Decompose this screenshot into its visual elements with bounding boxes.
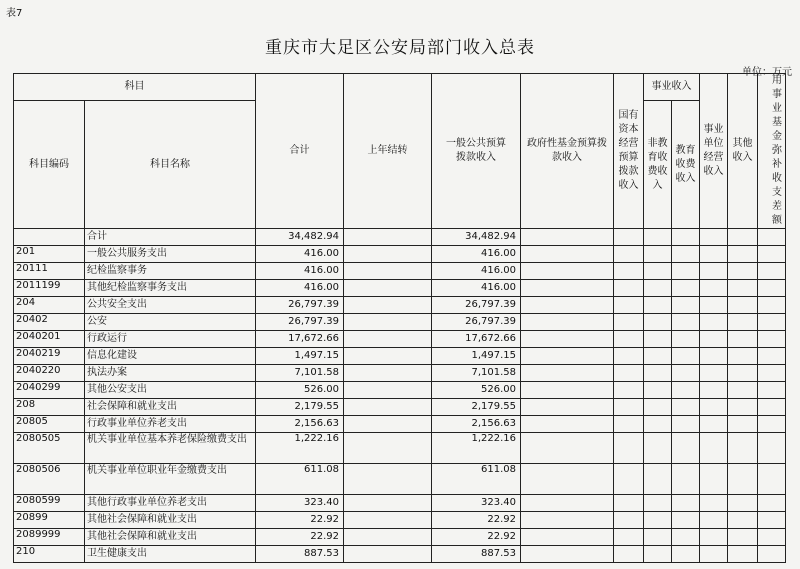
- row-state-capital: [614, 399, 644, 416]
- row-supplement: [758, 297, 786, 314]
- row-carryover: [344, 464, 432, 495]
- row-state-capital: [614, 495, 644, 512]
- row-name: 执法办案: [85, 365, 256, 382]
- row-state-capital: [614, 529, 644, 546]
- row-edu: [672, 263, 700, 280]
- row-name: 其他纪检监察事务支出: [85, 280, 256, 297]
- row-state-capital: [614, 331, 644, 348]
- row-carryover: [344, 529, 432, 546]
- row-carryover: [344, 246, 432, 263]
- unit-label: 单位：万元: [742, 67, 792, 78]
- row-name: 信息化建设: [85, 348, 256, 365]
- table-row: [14, 263, 800, 280]
- row-name: 其他行政事业单位养老支出: [85, 495, 256, 512]
- table-body: [14, 229, 800, 563]
- row-non-edu: [644, 382, 672, 399]
- row-supplement: [758, 382, 786, 399]
- row-edu: [672, 416, 700, 433]
- row-carryover: [344, 280, 432, 297]
- row-other: [728, 464, 758, 495]
- row-gov-fund: [521, 331, 614, 348]
- row-total: 887.53: [256, 546, 344, 563]
- row-code: 2040299: [14, 382, 85, 399]
- row-unit-operating: [700, 382, 728, 399]
- table-row: [14, 382, 800, 399]
- row-unit-operating: [700, 529, 728, 546]
- row-general-budget: 1,222.16: [432, 433, 521, 464]
- row-edu: [672, 433, 700, 464]
- revenue-table: [13, 73, 800, 563]
- row-code: 2080505: [14, 433, 85, 464]
- header-unit-operating: 事业单位经营收入: [700, 74, 728, 229]
- row-edu: [672, 280, 700, 297]
- row-code: [14, 229, 85, 246]
- row-carryover: [344, 348, 432, 365]
- row-name: 公共安全支出: [85, 297, 256, 314]
- row-non-edu: [644, 433, 672, 464]
- row-name: 其他社会保障和就业支出: [85, 512, 256, 529]
- row-code: 2040219: [14, 348, 85, 365]
- row-state-capital: [614, 348, 644, 365]
- row-gov-fund: [521, 365, 614, 382]
- row-other: [728, 512, 758, 529]
- row-supplement: [758, 331, 786, 348]
- header-non-edu: 非教育收费收入: [644, 101, 672, 229]
- row-supplement: [758, 348, 786, 365]
- table-row: [14, 348, 800, 365]
- row-state-capital: [614, 546, 644, 563]
- header-subject: 科目: [14, 74, 256, 101]
- row-code: 204: [14, 297, 85, 314]
- row-general-budget: 526.00: [432, 382, 521, 399]
- row-other: [728, 433, 758, 464]
- row-supplement: [758, 229, 786, 246]
- row-non-edu: [644, 399, 672, 416]
- row-total: 22.92: [256, 529, 344, 546]
- row-general-budget: 2,179.55: [432, 399, 521, 416]
- row-unit-operating: [700, 280, 728, 297]
- row-unit-operating: [700, 229, 728, 246]
- row-name: 其他社会保障和就业支出: [85, 529, 256, 546]
- row-gov-fund: [521, 280, 614, 297]
- row-gov-fund: [521, 546, 614, 563]
- row-general-budget: 416.00: [432, 246, 521, 263]
- row-total: 26,797.39: [256, 297, 344, 314]
- row-edu: [672, 529, 700, 546]
- row-gov-fund: [521, 314, 614, 331]
- row-total: 2,156.63: [256, 416, 344, 433]
- row-general-budget: 323.40: [432, 495, 521, 512]
- row-supplement: [758, 280, 786, 297]
- row-edu: [672, 314, 700, 331]
- row-general-budget: 22.92: [432, 529, 521, 546]
- row-state-capital: [614, 365, 644, 382]
- row-unit-operating: [700, 331, 728, 348]
- row-non-edu: [644, 331, 672, 348]
- row-general-budget: 1,497.15: [432, 348, 521, 365]
- table-row: [14, 512, 800, 529]
- row-gov-fund: [521, 529, 614, 546]
- row-gov-fund: [521, 433, 614, 464]
- row-gov-fund: [521, 229, 614, 246]
- row-general-budget: 611.08: [432, 464, 521, 495]
- row-supplement: [758, 464, 786, 495]
- row-other: [728, 529, 758, 546]
- row-name: 行政运行: [85, 331, 256, 348]
- row-other: [728, 365, 758, 382]
- row-name: 机关事业单位职业年金缴费支出: [85, 464, 256, 495]
- row-non-edu: [644, 314, 672, 331]
- row-total: 323.40: [256, 495, 344, 512]
- row-state-capital: [614, 246, 644, 263]
- row-name: 机关事业单位基本养老保险缴费支出: [85, 433, 256, 464]
- table-row: [14, 314, 800, 331]
- row-edu: [672, 495, 700, 512]
- row-supplement: [758, 433, 786, 464]
- row-non-edu: [644, 365, 672, 382]
- row-state-capital: [614, 433, 644, 464]
- row-supplement: [758, 512, 786, 529]
- row-other: [728, 314, 758, 331]
- row-code: 201: [14, 246, 85, 263]
- row-other: [728, 495, 758, 512]
- row-edu: [672, 331, 700, 348]
- row-edu: [672, 297, 700, 314]
- row-edu: [672, 382, 700, 399]
- row-carryover: [344, 314, 432, 331]
- row-general-budget: 7,101.58: [432, 365, 521, 382]
- row-total: 22.92: [256, 512, 344, 529]
- row-other: [728, 263, 758, 280]
- row-unit-operating: [700, 263, 728, 280]
- row-state-capital: [614, 512, 644, 529]
- row-total: 2,179.55: [256, 399, 344, 416]
- row-supplement: [758, 495, 786, 512]
- row-supplement: [758, 416, 786, 433]
- row-carryover: [344, 331, 432, 348]
- header-gov-fund: 政府性基金预算拨款收入: [521, 74, 614, 229]
- row-state-capital: [614, 464, 644, 495]
- row-gov-fund: [521, 348, 614, 365]
- row-edu: [672, 512, 700, 529]
- table-row: [14, 297, 800, 314]
- table-row: [14, 280, 800, 297]
- table-row: [14, 433, 800, 464]
- header-name: 科目名称: [85, 101, 256, 229]
- row-total: 416.00: [256, 263, 344, 280]
- header-state-capital: 国有资本经营预算拨款收入: [614, 74, 644, 229]
- row-carryover: [344, 433, 432, 464]
- row-code: 2080599: [14, 495, 85, 512]
- page-title: 重庆市大足区公安局部门收入总表: [265, 38, 535, 58]
- row-state-capital: [614, 280, 644, 297]
- row-name: 卫生健康支出: [85, 546, 256, 563]
- row-gov-fund: [521, 495, 614, 512]
- header-general-budget: 一般公共预算拨款收入: [432, 74, 521, 229]
- row-carryover: [344, 546, 432, 563]
- row-general-budget: 34,482.94: [432, 229, 521, 246]
- header-total: 合计: [256, 74, 344, 229]
- row-edu: [672, 399, 700, 416]
- row-other: [728, 246, 758, 263]
- row-unit-operating: [700, 464, 728, 495]
- row-other: [728, 280, 758, 297]
- row-state-capital: [614, 263, 644, 280]
- row-gov-fund: [521, 382, 614, 399]
- row-total: 34,482.94: [256, 229, 344, 246]
- row-unit-operating: [700, 246, 728, 263]
- row-non-edu: [644, 297, 672, 314]
- table-row: [14, 399, 800, 416]
- table-number: 表7: [6, 8, 23, 19]
- row-general-budget: 416.00: [432, 280, 521, 297]
- header-code: 科目编码: [14, 101, 85, 229]
- header-business-income: 事业收入: [644, 74, 700, 101]
- row-non-edu: [644, 348, 672, 365]
- row-gov-fund: [521, 263, 614, 280]
- row-code: 2040220: [14, 365, 85, 382]
- row-supplement: [758, 529, 786, 546]
- row-other: [728, 399, 758, 416]
- row-other: [728, 331, 758, 348]
- row-name: 公安: [85, 314, 256, 331]
- row-total: 1,222.16: [256, 433, 344, 464]
- row-non-edu: [644, 280, 672, 297]
- row-edu: [672, 464, 700, 495]
- row-unit-operating: [700, 495, 728, 512]
- row-carryover: [344, 297, 432, 314]
- row-code: 2011199: [14, 280, 85, 297]
- row-edu: [672, 546, 700, 563]
- row-gov-fund: [521, 416, 614, 433]
- row-other: [728, 382, 758, 399]
- row-other: [728, 348, 758, 365]
- row-unit-operating: [700, 433, 728, 464]
- table-header: [14, 74, 800, 229]
- row-unit-operating: [700, 348, 728, 365]
- table-row: [14, 331, 800, 348]
- table-row: [14, 464, 800, 495]
- row-other: [728, 416, 758, 433]
- row-state-capital: [614, 297, 644, 314]
- row-code: 20899: [14, 512, 85, 529]
- row-unit-operating: [700, 416, 728, 433]
- row-non-edu: [644, 495, 672, 512]
- row-other: [728, 229, 758, 246]
- row-unit-operating: [700, 512, 728, 529]
- row-carryover: [344, 229, 432, 246]
- row-gov-fund: [521, 399, 614, 416]
- row-edu: [672, 348, 700, 365]
- row-supplement: [758, 399, 786, 416]
- table-row: [14, 529, 800, 546]
- row-total: 7,101.58: [256, 365, 344, 382]
- row-unit-operating: [700, 365, 728, 382]
- row-gov-fund: [521, 464, 614, 495]
- row-unit-operating: [700, 399, 728, 416]
- table-row: [14, 495, 800, 512]
- row-carryover: [344, 512, 432, 529]
- row-non-edu: [644, 529, 672, 546]
- row-name: 合计: [85, 229, 256, 246]
- header-other: 其他收入: [728, 74, 758, 229]
- table-row: [14, 546, 800, 563]
- row-code: 2080506: [14, 464, 85, 495]
- table-row: [14, 416, 800, 433]
- row-supplement: [758, 246, 786, 263]
- row-code: 2089999: [14, 529, 85, 546]
- row-gov-fund: [521, 246, 614, 263]
- row-total: 526.00: [256, 382, 344, 399]
- row-general-budget: 2,156.63: [432, 416, 521, 433]
- row-name: 纪检监察事务: [85, 263, 256, 280]
- row-gov-fund: [521, 512, 614, 529]
- table-row: [14, 229, 800, 246]
- row-code: 20805: [14, 416, 85, 433]
- row-carryover: [344, 365, 432, 382]
- row-total: 1,497.15: [256, 348, 344, 365]
- row-unit-operating: [700, 546, 728, 563]
- row-code: 210: [14, 546, 85, 563]
- row-other: [728, 297, 758, 314]
- row-code: 20402: [14, 314, 85, 331]
- row-supplement: [758, 263, 786, 280]
- row-total: 416.00: [256, 246, 344, 263]
- header-edu: 教育收费收入: [672, 101, 700, 229]
- row-name: 社会保障和就业支出: [85, 399, 256, 416]
- row-name: 行政事业单位养老支出: [85, 416, 256, 433]
- row-non-edu: [644, 263, 672, 280]
- row-edu: [672, 229, 700, 246]
- header-spacer: [786, 74, 800, 229]
- row-non-edu: [644, 512, 672, 529]
- row-supplement: [758, 365, 786, 382]
- table-row: [14, 365, 800, 382]
- row-general-budget: 887.53: [432, 546, 521, 563]
- row-gov-fund: [521, 297, 614, 314]
- row-non-edu: [644, 246, 672, 263]
- row-carryover: [344, 399, 432, 416]
- row-general-budget: 26,797.39: [432, 297, 521, 314]
- row-state-capital: [614, 382, 644, 399]
- row-total: 26,797.39: [256, 314, 344, 331]
- row-unit-operating: [700, 314, 728, 331]
- row-code: 20111: [14, 263, 85, 280]
- row-total: 416.00: [256, 280, 344, 297]
- row-general-budget: 26,797.39: [432, 314, 521, 331]
- row-code: 208: [14, 399, 85, 416]
- row-carryover: [344, 263, 432, 280]
- row-non-edu: [644, 464, 672, 495]
- row-carryover: [344, 495, 432, 512]
- row-edu: [672, 365, 700, 382]
- row-supplement: [758, 314, 786, 331]
- row-non-edu: [644, 229, 672, 246]
- row-total: 17,672.66: [256, 331, 344, 348]
- row-total: 611.08: [256, 464, 344, 495]
- header-carryover: 上年结转: [344, 74, 432, 229]
- row-name: 一般公共服务支出: [85, 246, 256, 263]
- row-state-capital: [614, 229, 644, 246]
- table-row: [14, 246, 800, 263]
- row-carryover: [344, 416, 432, 433]
- row-other: [728, 546, 758, 563]
- row-supplement: [758, 546, 786, 563]
- row-non-edu: [644, 546, 672, 563]
- row-state-capital: [614, 416, 644, 433]
- row-edu: [672, 246, 700, 263]
- row-unit-operating: [700, 297, 728, 314]
- row-non-edu: [644, 416, 672, 433]
- row-name: 其他公安支出: [85, 382, 256, 399]
- row-general-budget: 22.92: [432, 512, 521, 529]
- row-general-budget: 17,672.66: [432, 331, 521, 348]
- header-supplement: 用事业基金弥补收支差额: [758, 74, 786, 229]
- row-general-budget: 416.00: [432, 263, 521, 280]
- row-state-capital: [614, 314, 644, 331]
- row-carryover: [344, 382, 432, 399]
- row-code: 2040201: [14, 331, 85, 348]
